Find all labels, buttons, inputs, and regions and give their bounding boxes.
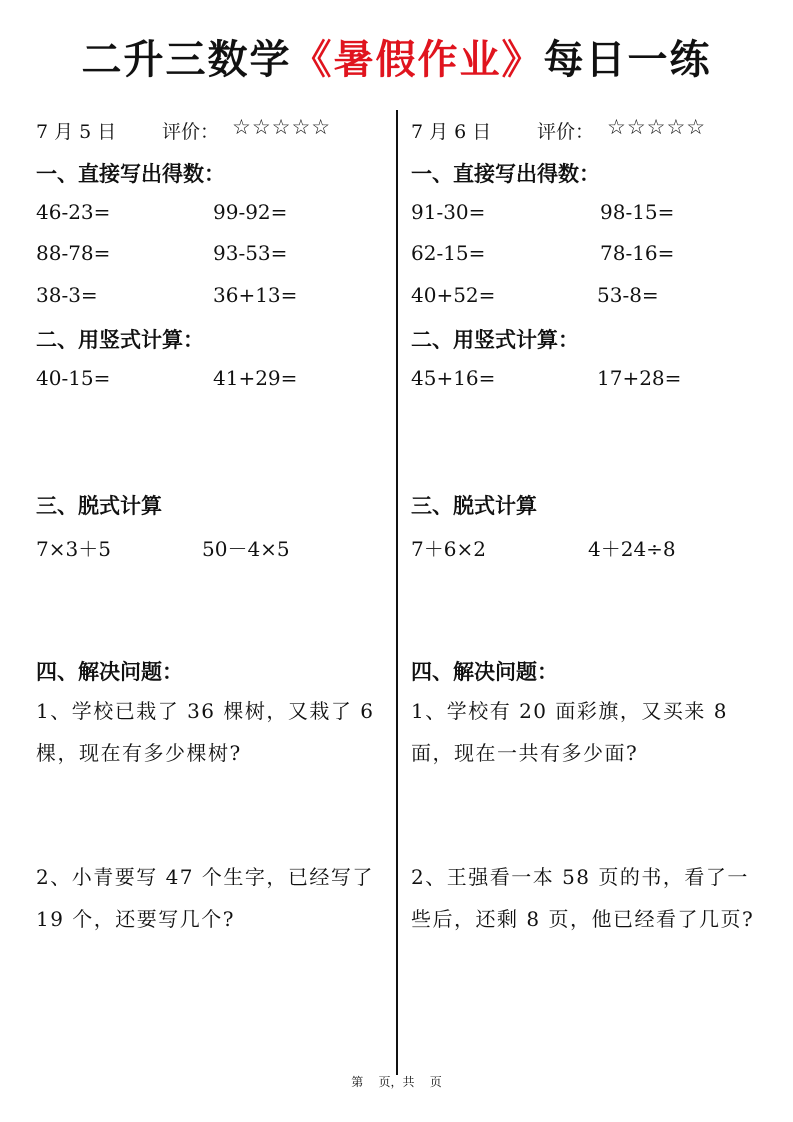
section-direct-answers-heading: 一、直接写出得数： [411,162,600,186]
section-vertical-calc-heading: 二、用竖式计算： [411,328,579,352]
exercise-item: 40-15= [36,366,111,390]
exercise-item: 4＋24÷8 [588,537,676,561]
section-vertical-calc-heading: 二、用竖式计算： [36,328,204,352]
rating-stars: ☆☆☆☆☆ [232,115,332,139]
word-problem: 1、学校有 20 面彩旗，又买来 8 面，现在一共有多少面? [411,699,728,765]
exercise-item: 46-23= [36,200,111,224]
section-direct-answers-heading: 一、直接写出得数： [36,162,225,186]
word-problem: 1、学校已栽了 36 棵树，又栽了 6 棵，现在有多少棵树? [36,699,375,765]
exercise-item: 7×3＋5 [36,537,111,561]
title-part2: 《暑假作业》 [291,37,544,83]
section-word-problems-heading: 四、解决问题： [36,660,183,684]
exercise-item: 40+52= [411,283,496,307]
date-label: 7 月 6 日 [411,121,492,143]
date-label: 7 月 5 日 [36,121,117,143]
exercise-item: 91-30= [411,200,486,224]
exercise-item: 93-53= [213,241,288,265]
rating-stars: ☆☆☆☆☆ [607,115,707,139]
exercise-item: 45+16= [411,366,496,390]
section-step-calc-heading: 三、脱式计算 [411,494,537,518]
exercise-item: 7＋6×2 [411,537,486,561]
word-problem: 2、小青要写 47 个生字，已经写了 19 个，还要写几个? [36,865,374,931]
title-part3: 每日一练 [543,37,712,83]
rating-label: 评价： [162,121,220,143]
title-part1: 二升三数学 [81,37,292,83]
exercise-item: 53-8= [597,283,659,307]
page-footer: 第 页，共 页 [351,1075,442,1089]
word-problem: 2、王强看一本 58 页的书，看了一些后，还剩 8 页，他已经看了几页? [411,865,755,931]
exercise-item: 62-15= [411,241,486,265]
exercise-item: 78-16= [600,241,675,265]
rating-label: 评价： [537,121,595,143]
exercise-item: 99-92= [213,200,288,224]
exercise-item: 38-3= [36,283,98,307]
section-step-calc-heading: 三、脱式计算 [36,494,162,518]
exercise-item: 17+28= [597,366,682,390]
worksheet-day-left [36,0,396,1122]
column-divider [396,110,398,1075]
section-word-problems-heading: 四、解决问题： [411,660,558,684]
exercise-item: 41+29= [213,366,298,390]
worksheet-day-right [411,0,771,1122]
exercise-item: 98-15= [600,200,675,224]
exercise-item: 88-78= [36,241,111,265]
exercise-item: 50－4×5 [202,537,290,561]
exercise-item: 36+13= [213,283,298,307]
